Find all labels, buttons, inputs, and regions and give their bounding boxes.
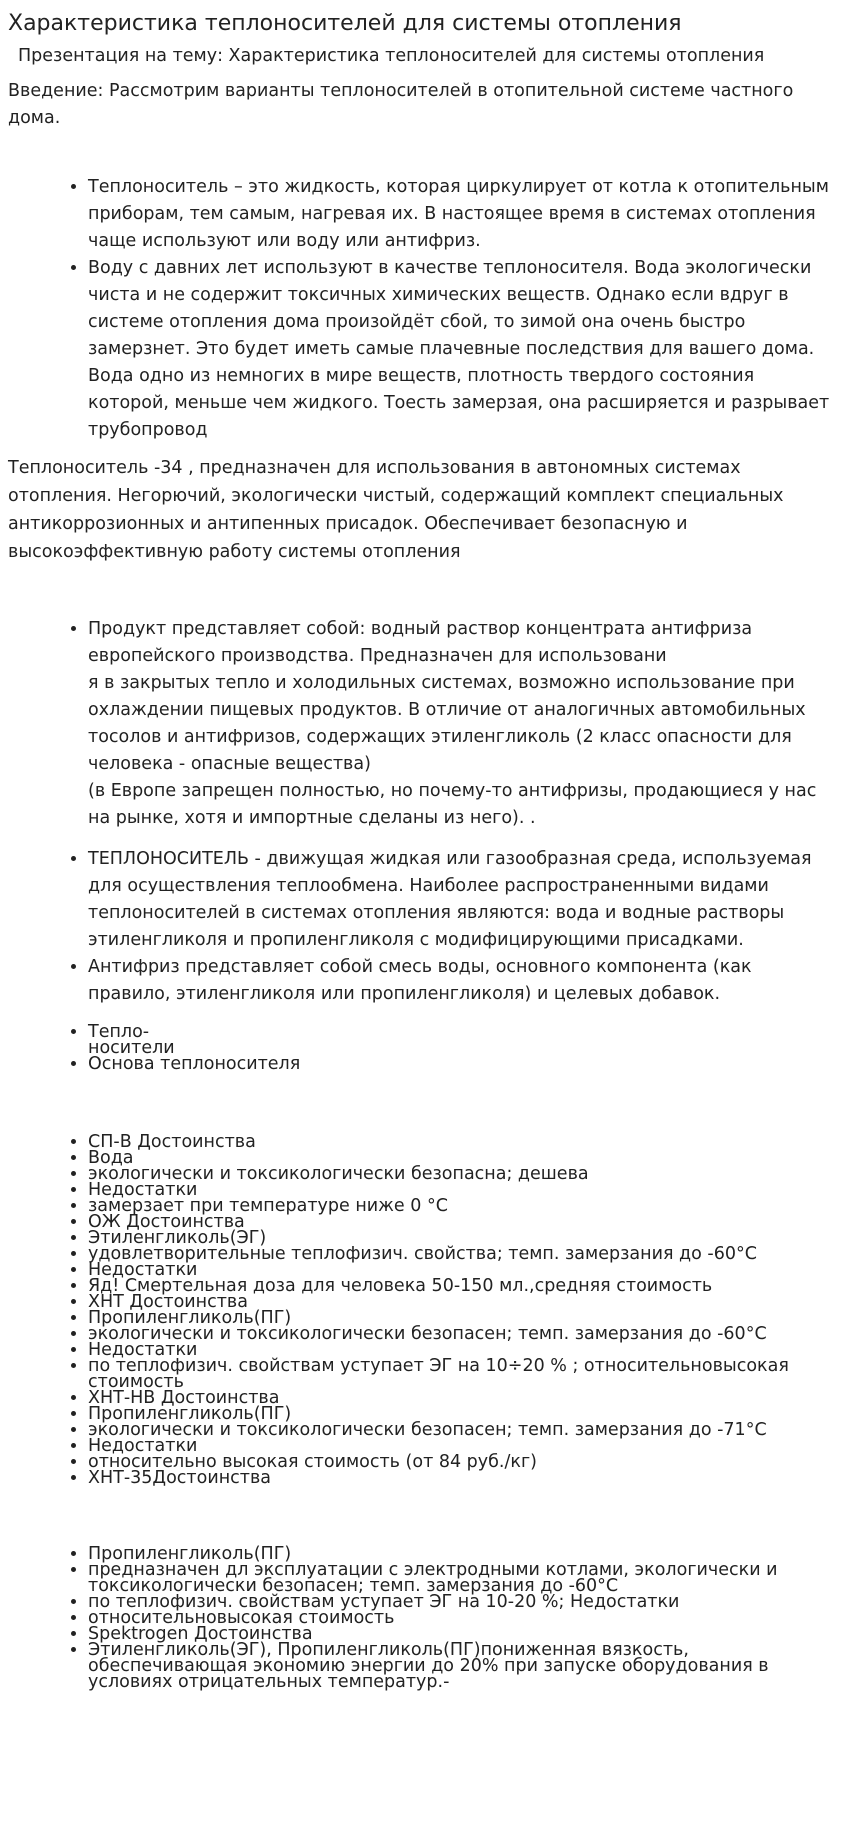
list-item: • Пропиленгликоль(ПГ)	[88, 1406, 839, 1422]
list-item: • экологически и токсикологически безопасен; темп. замерзания до -60°С	[88, 1326, 839, 1342]
list-item: • относительно высокая стоимость (от 84 руб./кг)	[88, 1454, 839, 1470]
list-item: • предназначен дл эксплуатации с электродными котлами, экологически и токсикологически безопасен; темп. замерзания до -60°С	[88, 1562, 839, 1594]
list-item: • Недостатки	[88, 1342, 839, 1358]
list-item: • Вода	[88, 1150, 839, 1166]
list-product	[8, 616, 839, 832]
list-item: • ОЖ Достоинства	[88, 1214, 839, 1230]
list-item: • экологически и токсикологически безопасна; дешева	[88, 1166, 839, 1182]
list-item: • Воду с давних лет используют в качестве теплоносителя. Вода экологически чиста и не содержит токсичных химических веществ. Однако если вдруг в системе отопления дома произойдёт сбой, то зимой она очень быстро замерзнет. Это будет иметь самые плачевные последствия для вашего дома. Вода одно из немногих в мире веществ, плотность твердого состояния которой, меньше чем жидкого. Тоесть замерзая, она расширяется и разрывает трубопровод	[88, 255, 839, 444]
list-headers	[8, 1024, 839, 1072]
list-item: • Основа теплоносителя	[88, 1056, 839, 1072]
list-item: • ХНТ-НВ Достоинства	[88, 1390, 839, 1406]
list-item-text: Продукт представляет собой: водный раствор концентрата антифриза европейского производства. Предназначен для использовани	[88, 619, 753, 666]
intro-paragraph: Введение: Рассмотрим варианты теплоносителей в отопительной системе частного дома.	[8, 81, 794, 128]
list-item	[88, 616, 839, 832]
list-item: • Этиленгликоль(ЭГ), Пропиленгликоль(ПГ)пониженная вязкость, обеспечивающая экономию энергии до 20% при запуске оборудования в условиях отрицательных температур.-	[88, 1642, 839, 1690]
list-item: • Недостатки	[88, 1438, 839, 1454]
list-item: • ХНТ-35Достоинства	[88, 1470, 839, 1486]
list-item: • ТЕПЛОНОСИТЕЛЬ - движущая жидкая или газообразная среда, используемая для осуществления теплообмена. Наиболее распространенными видами теплоносителей в системах отопления являются: вода и водные растворы этиленгликоля и пропиленгликоля с модифицирующими присадками.	[88, 846, 839, 954]
list-item: • Теплоноситель – это жидкость, которая циркулирует от котла к отопительным приборам, тем самым, нагревая их. В настоящее время в системах отопления чаще используют или воду или антифриз.	[88, 174, 839, 255]
list-item: • Яд! Смертельная доза для человека 50-150 мл.,средняя стоимость	[88, 1278, 839, 1294]
coolant-34-paragraph: Теплоноситель -34 , предназначен для использования в автономных системах отопления. Негорючий, экологически чистый, содержащий комплект специальных антикоррозионных и антипенных присадок. Обеспечивает безопасную и высокоэффективную работу системы отопления	[8, 458, 784, 562]
page-subtitle: Презентация на тему: Характеристика теплоносителей для системы отопления	[18, 46, 765, 66]
list-item-text: (в Европе запрещен полностью, но почему-то антифризы, продающиеся у нас на рынке, хотя и импортные сделаны из него). .	[88, 781, 817, 828]
page-title: Характеристика теплоносителей для системы отопления	[8, 11, 682, 36]
list-item-text: носители	[88, 1038, 175, 1058]
list-item: • Недостатки	[88, 1262, 839, 1278]
document	[0, 10, 847, 1690]
list-item: • по теплофизич. свойствам уступает ЭГ на 10÷20 % ; относительновысокая стоимость	[88, 1358, 839, 1390]
list-coolant-types	[8, 1134, 839, 1486]
list-item: • Spektrogen Достоинства	[88, 1626, 839, 1642]
list-item-text: Тепло-	[88, 1022, 150, 1042]
list-item-text: я в закрытых тепло и холодильных системах, возможно использование при охлаждении пищевых продуктов. В отличие от аналогичных автомобильных тосолов и антифризов, содержащих этиленгликоль (2 класс опасности для человека - опасные вещества)	[88, 673, 806, 774]
list-item: • экологически и токсикологически безопасен; темп. замерзания до -71°С	[88, 1422, 839, 1438]
list-item: • Пропиленгликоль(ПГ)	[88, 1546, 839, 1562]
list-item: • по теплофизич. свойствам уступает ЭГ на 10-20 %; Недостатки	[88, 1594, 839, 1610]
list-item: • Пропиленгликоль(ПГ)	[88, 1310, 839, 1326]
list-item: • СП-В Достоинства	[88, 1134, 839, 1150]
list-item: • замерзает при температуре ниже 0 °С	[88, 1198, 839, 1214]
list-definitions	[8, 846, 839, 1008]
list-item	[88, 1024, 839, 1056]
list-item: • Антифриз представляет собой смесь воды, основного компонента (как правило, этиленгликоля или пропиленгликоля) и целевых добавок.	[88, 954, 839, 1008]
list-coolant-basics	[8, 174, 839, 444]
list-item: • удовлетворительные теплофизич. свойства; темп. замерзания до -60°С	[88, 1246, 839, 1262]
list-item: • ХНТ Достоинства	[88, 1294, 839, 1310]
list-item: • Этиленгликоль(ЭГ)	[88, 1230, 839, 1246]
list-item: • относительновысокая стоимость	[88, 1610, 839, 1626]
list-item: • Недостатки	[88, 1182, 839, 1198]
list-coolant-types-continued	[8, 1546, 839, 1690]
